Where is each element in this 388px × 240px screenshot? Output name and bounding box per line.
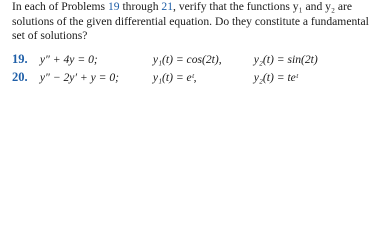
solution-y2: y₂(t) = sin(2t): [253, 53, 318, 66]
differential-equation: y″ − 2y′ + y = 0;: [39, 71, 120, 84]
problem-19: [12, 52, 318, 67]
solution-y2: y₂(t) = teᵗ: [253, 71, 298, 84]
solution-y1: y₁(t) = eᵗ,: [152, 71, 197, 84]
problem-20: [12, 70, 298, 85]
problem-instructions: [12, 0, 384, 44]
problem-number: 19.: [12, 52, 28, 66]
problem-21-link[interactable]: 21: [161, 0, 174, 13]
solution-y1: y₁(t) = cos(2t),: [152, 53, 222, 66]
intro-text-post: , verify that the functions y₁ and y₂ are solutions of the given differential equation. Do they constitute a fundamental set of solutions?: [12, 0, 369, 43]
intro-text-mid: through: [119, 0, 162, 13]
problem-19-link[interactable]: 19: [107, 0, 120, 13]
intro-text-pre: In each of Problems: [12, 0, 108, 13]
differential-equation: y″ + 4y = 0;: [39, 53, 98, 66]
problem-number: 20.: [12, 70, 28, 84]
